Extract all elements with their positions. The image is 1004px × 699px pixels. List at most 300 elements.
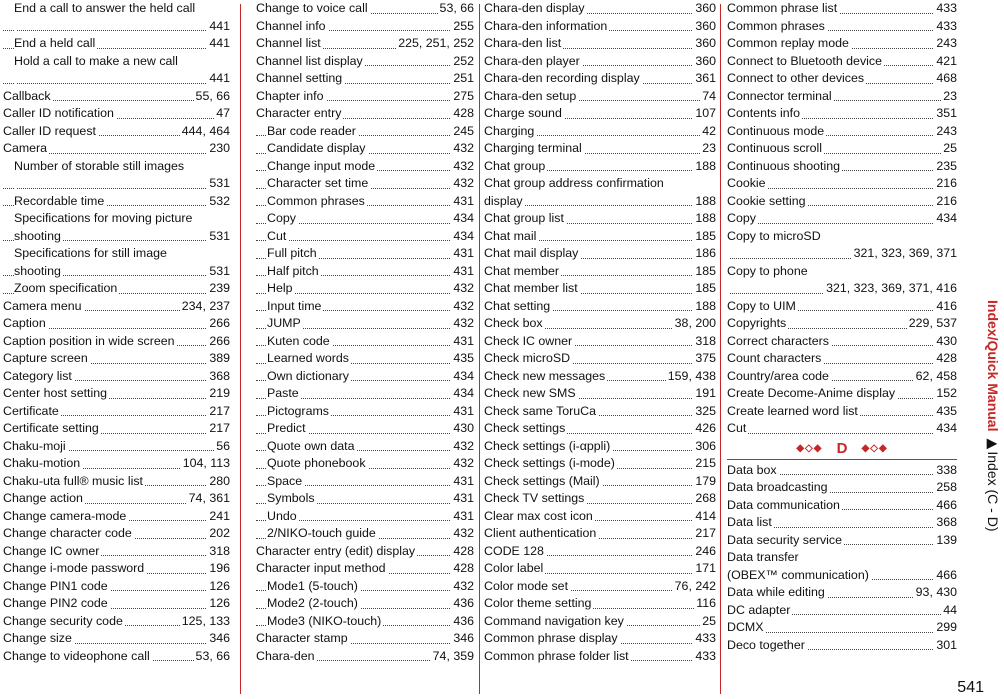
index-term: Character input method <box>256 561 386 575</box>
index-entry <box>484 245 716 263</box>
index-term: (OBEX™ communication) <box>727 567 869 582</box>
index-page-ref: 434 <box>451 228 474 246</box>
index-page-ref: 433 <box>693 648 716 666</box>
index-term: Space <box>267 473 303 488</box>
index-page-ref: 139 <box>934 532 957 550</box>
index-entry <box>484 210 716 228</box>
index-entry <box>3 613 230 631</box>
index-page-ref: 217 <box>207 420 230 438</box>
index-term: Character entry (edit) display <box>256 543 416 558</box>
index-page-ref: 125, 133 <box>180 613 230 631</box>
index-entry <box>3 595 230 613</box>
index-term: Camera menu <box>3 298 82 313</box>
index-term: Candidate display <box>267 141 366 155</box>
index-term: Channel list display <box>256 53 363 68</box>
page-number: 541 <box>957 679 984 696</box>
index-term: Character set time <box>267 176 369 190</box>
index-entry <box>727 175 957 193</box>
index-term: Change size <box>3 631 72 645</box>
index-term: Certificate setting <box>3 421 99 435</box>
index-entry <box>3 350 230 368</box>
index-page-ref: 433 <box>693 630 716 648</box>
index-page-ref: 361 <box>693 70 716 88</box>
index-page-ref: 431 <box>451 490 474 508</box>
index-page-ref: 416 <box>934 298 957 316</box>
index-page-ref: 268 <box>693 490 716 508</box>
index-page-ref: 431 <box>451 263 474 281</box>
index-term: Country/area code <box>727 368 829 383</box>
index-page-ref: 436 <box>451 613 474 631</box>
index-term: Check settings (Mail) <box>484 473 600 488</box>
index-entry <box>256 175 474 193</box>
index-entry <box>727 637 957 655</box>
index-page-ref: 432 <box>451 455 474 473</box>
index-page-ref: 152 <box>934 385 957 403</box>
index-entry <box>256 648 474 666</box>
index-entry <box>727 420 957 438</box>
index-entry <box>256 403 474 421</box>
column-divider <box>240 4 241 694</box>
index-entry <box>484 298 716 316</box>
index-page-ref: 217 <box>207 403 230 421</box>
index-term: Mode3 (NIKO-touch) <box>267 613 382 628</box>
index-term: Common replay mode <box>727 36 849 50</box>
index-entry <box>727 140 957 158</box>
index-entry <box>484 35 716 53</box>
index-term: Chat member list <box>484 281 578 295</box>
index-page-ref: 368 <box>934 514 957 532</box>
index-term: Client authentication <box>484 526 597 540</box>
index-page-ref: 432 <box>451 158 474 176</box>
index-term: shooting <box>14 228 61 243</box>
index-term: Caller ID notification <box>3 106 114 120</box>
index-term: Color label <box>484 561 544 575</box>
index-term: Cookie <box>727 176 766 190</box>
index-entry <box>727 567 957 585</box>
index-term: Help <box>267 281 293 295</box>
index-page-ref: 126 <box>207 578 230 596</box>
index-page-ref: 360 <box>693 0 716 18</box>
index-entry <box>256 438 474 456</box>
index-entry <box>256 298 474 316</box>
index-term: Change input mode <box>267 158 376 173</box>
index-page-ref: 53, 66 <box>194 648 230 666</box>
index-term: Channel list <box>256 36 321 50</box>
index-page-ref: 159, 438 <box>666 368 716 386</box>
index-term: Chaku-moji <box>3 438 66 453</box>
index-entry <box>3 578 230 596</box>
index-term: Common phrase display <box>484 631 618 645</box>
side-label-sub: ▶Index (C - D) <box>985 435 1001 532</box>
index-term: Chara-den recording display <box>484 71 640 85</box>
index-entry <box>727 105 957 123</box>
index-term: Common phrases <box>267 193 365 208</box>
index-term: Check microSD <box>484 351 571 365</box>
index-entry <box>727 245 957 263</box>
index-term: Chaku-uta full® music list <box>3 473 143 488</box>
index-entry <box>484 70 716 88</box>
index-entry <box>727 368 957 386</box>
index-entry <box>256 228 474 246</box>
index-entry <box>727 602 957 620</box>
index-page-ref: 428 <box>451 543 474 561</box>
index-page-ref: 368 <box>207 368 230 386</box>
index-page-ref: 245 <box>451 123 474 141</box>
index-entry <box>727 350 957 368</box>
index-term: Quote phonebook <box>267 456 366 470</box>
index-entry <box>727 53 957 71</box>
index-page-ref: 325 <box>693 403 716 421</box>
index-term: Copy <box>727 211 756 225</box>
index-term: Copyrights <box>727 316 787 330</box>
index-term: Center host setting <box>3 386 108 400</box>
index-page-ref: 351 <box>934 105 957 123</box>
index-term: Continuous scroll <box>727 141 823 155</box>
index-entry <box>3 385 230 403</box>
index-page-ref: 62, 458 <box>914 368 957 386</box>
index-page-ref: 360 <box>693 53 716 71</box>
index-term: Own dictionary <box>267 368 349 383</box>
index-term: End a call to answer the held call <box>14 1 196 15</box>
index-entry <box>484 53 716 71</box>
index-term: Data broadcasting <box>727 480 828 494</box>
index-page-ref: 432 <box>451 140 474 158</box>
index-term: Kuten code <box>267 333 330 348</box>
index-entry <box>3 368 230 386</box>
index-entry <box>3 648 230 666</box>
index-entry <box>484 263 716 281</box>
index-page-ref: 275 <box>451 88 474 106</box>
index-page-ref: 25 <box>700 613 716 631</box>
index-page-ref: 421 <box>934 53 957 71</box>
index-term: Change character code <box>3 526 132 540</box>
index-term: Predict <box>267 421 306 435</box>
index-entry <box>727 0 957 18</box>
index-entry <box>727 497 957 515</box>
index-entry <box>484 0 716 18</box>
index-term: Chat setting <box>484 298 551 313</box>
index-page-ref: 321, 323, 369, 371 <box>852 245 957 263</box>
index-term: Input time <box>267 298 322 313</box>
index-entry <box>256 210 474 228</box>
index-page-ref: 185 <box>693 280 716 298</box>
index-page-ref: 38, 200 <box>673 315 716 333</box>
index-term: Check IC owner <box>484 333 573 348</box>
index-page-ref: 219 <box>207 385 230 403</box>
index-term: Chara-den display <box>484 1 585 15</box>
index-page-ref: 23 <box>700 140 716 158</box>
index-page-ref: 346 <box>207 630 230 648</box>
index-term: Character entry <box>256 106 342 120</box>
index-page-ref: 225, 251, 252 <box>396 35 474 53</box>
index-page-ref: 53, 66 <box>438 0 474 18</box>
index-page-ref: 531 <box>207 228 230 246</box>
index-term: Change PIN2 code <box>3 596 108 610</box>
index-term: display <box>484 193 523 208</box>
index-entry <box>256 630 474 648</box>
index-term: Chat mail display <box>484 246 579 260</box>
index-page-ref: 433 <box>934 18 957 36</box>
index-term: Data security service <box>727 532 842 547</box>
index-page-ref: 321, 323, 369, 371, 416 <box>824 280 957 298</box>
index-entry <box>256 350 474 368</box>
index-entry <box>727 70 957 88</box>
index-entry <box>256 543 474 561</box>
index-entry <box>484 648 716 666</box>
side-label <box>985 300 1001 532</box>
index-entry <box>256 613 474 631</box>
index-page-ref: 241 <box>207 508 230 526</box>
index-page-ref: 389 <box>207 350 230 368</box>
index-entry <box>484 420 716 438</box>
index-term: Specifications for moving picture <box>14 211 193 225</box>
index-entry <box>484 403 716 421</box>
index-entry <box>484 578 716 596</box>
index-page-ref: 255 <box>451 18 474 36</box>
index-page-ref: 217 <box>693 525 716 543</box>
index-page-ref: 434 <box>934 420 957 438</box>
index-entry <box>727 532 957 550</box>
index-page-ref: 47 <box>214 105 230 123</box>
index-term: Check new SMS <box>484 386 576 400</box>
index-page-ref: 76, 242 <box>673 578 716 596</box>
index-page-ref: 301 <box>934 637 957 655</box>
index-entry <box>256 193 474 211</box>
index-page-ref: 435 <box>451 350 474 368</box>
section-letter: D <box>836 439 848 457</box>
index-entry <box>3 525 230 543</box>
index-term: End a held call <box>14 36 96 50</box>
index-term: Check settings (i-αppli) <box>484 438 611 453</box>
index-page-ref: 531 <box>207 175 230 193</box>
index-term: Quote own data <box>267 438 355 453</box>
index-entry <box>484 123 716 141</box>
diamond-marker-right: ◆◇◆ <box>861 442 888 454</box>
index-entry <box>256 578 474 596</box>
index-entry <box>3 193 230 211</box>
index-page-ref: 360 <box>693 35 716 53</box>
index-entry <box>256 70 474 88</box>
index-term: Create Decome-Anime display <box>727 386 896 400</box>
index-page-ref: 74, 361 <box>187 490 230 508</box>
diamond-marker-left: ◆◇◆ <box>796 442 823 454</box>
index-term: Symbols <box>267 491 315 505</box>
index-page-ref: 251 <box>451 70 474 88</box>
index-entry <box>484 613 716 631</box>
index-entry <box>256 280 474 298</box>
index-page-ref: 216 <box>934 193 957 211</box>
index-page-ref: 23 <box>941 88 957 106</box>
index-entry <box>256 263 474 281</box>
index-term: Change i-mode password <box>3 561 145 575</box>
index-term: Copy <box>267 211 296 225</box>
index-page-ref: 441 <box>207 70 230 88</box>
index-entry <box>3 245 230 263</box>
index-page-ref: 246 <box>693 543 716 561</box>
index-entry <box>484 350 716 368</box>
index-page-ref: 432 <box>451 578 474 596</box>
index-entry <box>727 35 957 53</box>
index-term <box>727 246 729 260</box>
index-page-ref: 188 <box>693 193 716 211</box>
index-page-ref: 280 <box>207 473 230 491</box>
index-term: Camera <box>3 141 48 155</box>
index-entry <box>3 105 230 123</box>
index-entry <box>256 18 474 36</box>
index-entry <box>727 18 957 36</box>
index-entry <box>484 193 716 211</box>
index-page-ref: 432 <box>451 315 474 333</box>
index-entry <box>256 53 474 71</box>
index-term: Charging <box>484 123 535 138</box>
index-term: DC adapter <box>727 602 791 617</box>
index-term: Check settings (i-mode) <box>484 456 615 470</box>
index-entry <box>256 385 474 403</box>
index-page-ref: 426 <box>693 420 716 438</box>
index-entry <box>484 385 716 403</box>
index-term: Change to voice call <box>256 1 368 15</box>
index-entry <box>484 490 716 508</box>
index-entry <box>256 333 474 351</box>
index-entry <box>727 462 957 480</box>
index-entry <box>484 525 716 543</box>
index-entry <box>727 514 957 532</box>
index-term: Check new messages <box>484 368 606 383</box>
index-term <box>14 71 16 85</box>
index-entry <box>484 18 716 36</box>
index-page-ref: 188 <box>693 298 716 316</box>
index-entry <box>256 560 474 578</box>
index-term: Learned words <box>267 351 349 365</box>
index-term: Count characters <box>727 351 822 365</box>
index-term: Contents info <box>727 106 801 120</box>
index-term: Check same ToruCa <box>484 403 597 418</box>
index-page-ref: 196 <box>207 560 230 578</box>
index-page-ref: 185 <box>693 263 716 281</box>
index-page-ref: 430 <box>451 420 474 438</box>
index-entry <box>3 88 230 106</box>
index-term <box>14 19 16 33</box>
index-page-ref: 441 <box>207 35 230 53</box>
index-term: Data communication <box>727 497 840 512</box>
index-entry <box>256 525 474 543</box>
index-page-ref: 318 <box>693 333 716 351</box>
index-term: Number of storable still images <box>14 158 185 173</box>
index-term: Continuous shooting <box>727 158 840 173</box>
index-column-2 <box>256 0 474 665</box>
index-entry <box>256 88 474 106</box>
index-term: Channel info <box>256 18 326 33</box>
index-entry <box>3 473 230 491</box>
index-page-ref: 432 <box>451 280 474 298</box>
index-page-ref: 216 <box>934 175 957 193</box>
index-entry <box>256 123 474 141</box>
index-page-ref: 42 <box>700 123 716 141</box>
index-page-ref: 428 <box>934 350 957 368</box>
index-term: Full pitch <box>267 246 317 260</box>
index-term: Half pitch <box>267 263 319 278</box>
index-entry <box>484 473 716 491</box>
index-term <box>727 281 729 295</box>
index-page-ref: 428 <box>451 105 474 123</box>
index-page-ref: 434 <box>934 210 957 228</box>
index-entry <box>3 508 230 526</box>
index-page-ref: 191 <box>693 385 716 403</box>
index-entry <box>256 105 474 123</box>
index-page-ref: 234, 237 <box>180 298 230 316</box>
index-entry <box>3 543 230 561</box>
index-page-ref: 266 <box>207 315 230 333</box>
index-term: Change IC owner <box>3 543 100 558</box>
index-term: Chaku-motion <box>3 456 81 470</box>
index-term: Chara-den <box>256 648 315 663</box>
index-term: Common phrase folder list <box>484 648 629 663</box>
index-page-ref: 414 <box>693 508 716 526</box>
index-column-4-bottom <box>727 462 957 655</box>
index-term: Change camera-mode <box>3 508 127 523</box>
index-entry <box>3 630 230 648</box>
index-entry <box>484 158 716 176</box>
index-page-ref: 185 <box>693 228 716 246</box>
column-divider <box>720 4 721 694</box>
index-term: Chara-den information <box>484 18 608 33</box>
index-term: Channel setting <box>256 71 343 85</box>
index-entry <box>727 403 957 421</box>
index-page-ref: 25 <box>941 140 957 158</box>
index-page-ref: 239 <box>207 280 230 298</box>
index-term: Check settings <box>484 421 566 435</box>
index-term: Data box <box>727 462 777 477</box>
index-page-ref: 107 <box>693 105 716 123</box>
index-page-ref: 466 <box>934 567 957 585</box>
index-term: Data while editing <box>727 585 825 599</box>
index-entry <box>3 560 230 578</box>
index-entry <box>484 368 716 386</box>
index-page-ref: 266 <box>207 333 230 351</box>
index-page-ref: 360 <box>693 18 716 36</box>
index-entry <box>484 508 716 526</box>
index-term: Caption <box>3 316 46 330</box>
index-page-ref: 306 <box>693 438 716 456</box>
index-term: Chat group address confirmation <box>484 176 664 190</box>
index-entry <box>484 280 716 298</box>
index-term: Chat member <box>484 263 560 278</box>
index-term: shooting <box>14 263 61 278</box>
index-entry <box>3 438 230 456</box>
index-term: Category list <box>3 368 72 383</box>
index-term: Chat mail <box>484 228 537 243</box>
index-entry <box>727 158 957 176</box>
index-page-ref: 229, 537 <box>907 315 957 333</box>
index-page-ref: 434 <box>451 368 474 386</box>
index-term: Copy to microSD <box>727 228 821 243</box>
column-divider <box>479 4 480 694</box>
index-entry <box>727 333 957 351</box>
index-page-ref: 179 <box>693 473 716 491</box>
index-term: Mode2 (2-touch) <box>267 596 358 610</box>
index-entry <box>3 280 230 298</box>
index-term: Copy to UIM <box>727 298 796 313</box>
index-page-ref: 318 <box>207 543 230 561</box>
index-page-ref: 104, 113 <box>181 455 230 473</box>
index-page-ref: 235 <box>934 158 957 176</box>
index-term: Create learned word list <box>727 403 858 418</box>
index-entry <box>484 560 716 578</box>
index-page-ref: 531 <box>207 263 230 281</box>
index-term: Data list <box>727 515 772 529</box>
index-page-ref: 375 <box>693 350 716 368</box>
index-entry <box>3 315 230 333</box>
